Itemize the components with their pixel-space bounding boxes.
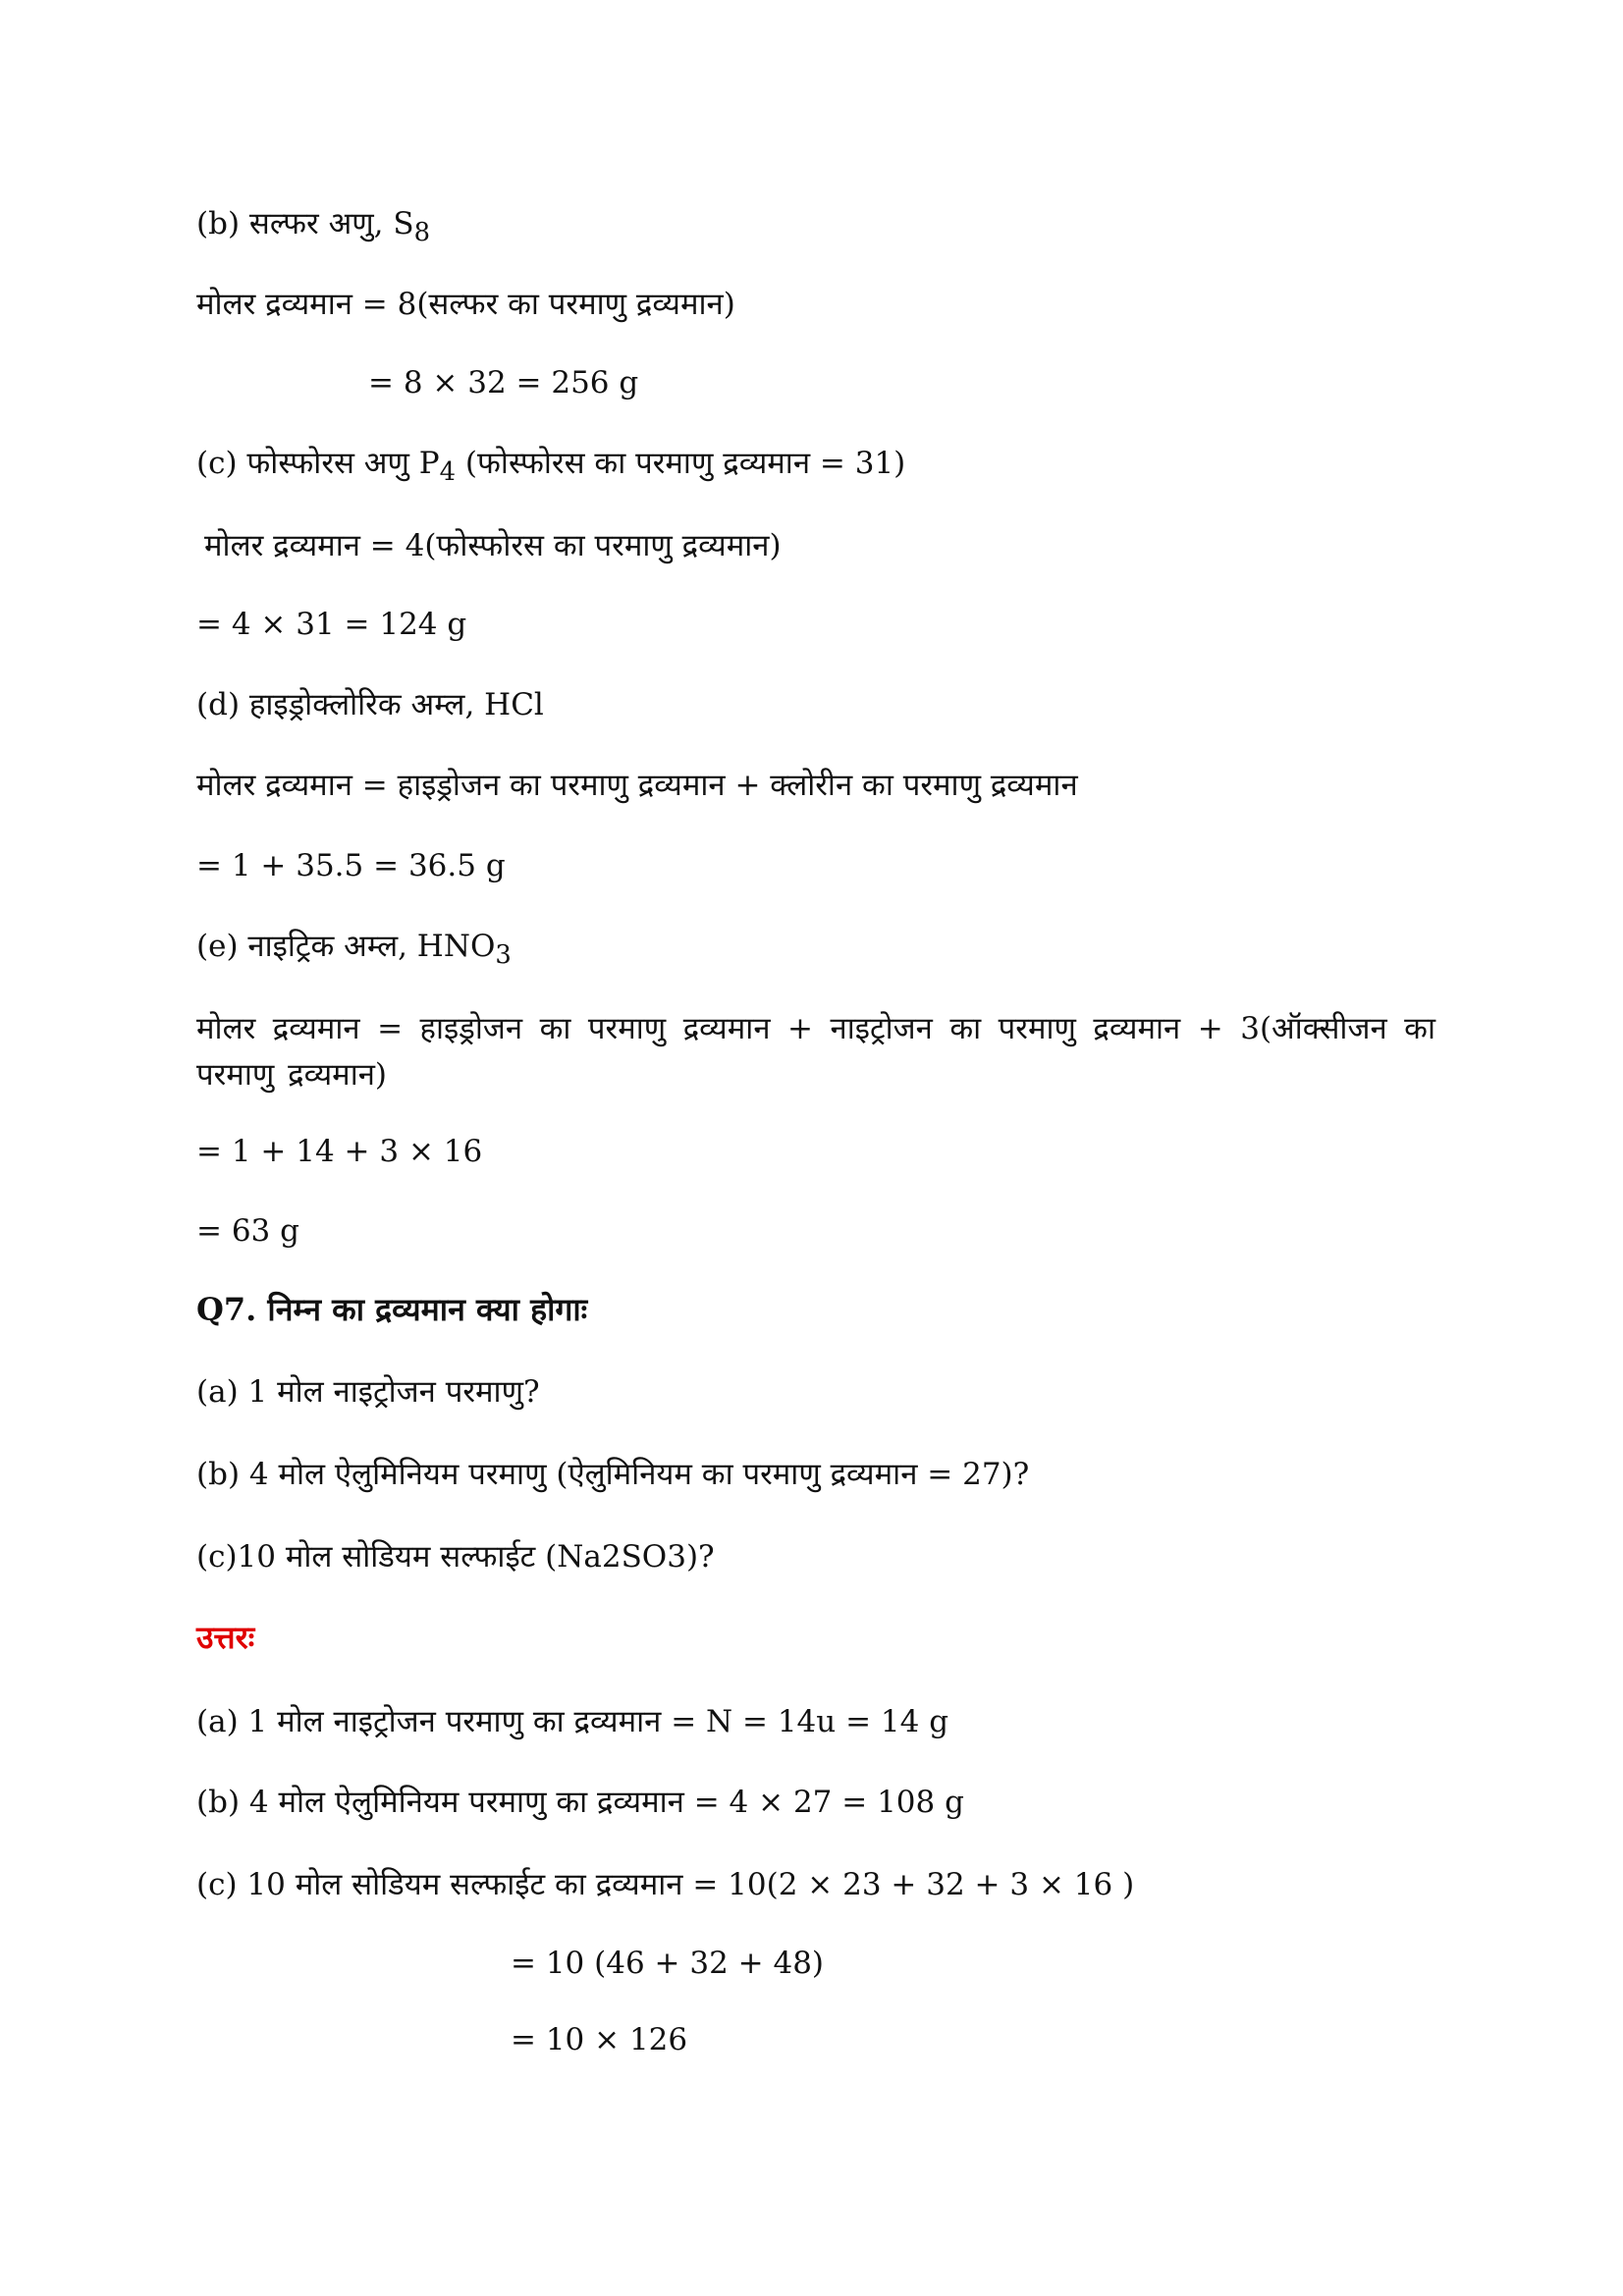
- hcl-molar-mass-formula: मोलर द्रव्यमान = हाइड्रोजन का परमाणु द्रव्यमान + क्लोरीन का परमाणु द्रव्यमान: [196, 768, 1078, 803]
- sulfur-subscript: 8: [413, 218, 431, 248]
- nitric-acid-calculation: = 1 + 14 + 3 × 16: [196, 1134, 483, 1169]
- question-part-a: (a) 1 मोल नाइट्रोजन परमाणु?: [196, 1374, 540, 1410]
- question-text: निम्न का द्रव्यमान क्या होगाः: [256, 1291, 588, 1328]
- nitric-acid-heading: [196, 927, 512, 975]
- phosphorus-molar-mass-formula: मोलर द्रव्यमान = 4(फोस्फोरस का परमाणु द्रव्यमान): [204, 528, 782, 563]
- question-part-b: (b) 4 मोल ऐलुमिनियम परमाणु (ऐलुमिनियम का परमाणु द्रव्यमान = 27)?: [196, 1457, 1030, 1492]
- phosphorus-molecule-text: (c) फोस्फोरस अणु P: [196, 446, 440, 481]
- nitric-acid-molar-mass-formula: मोलर द्रव्यमान = हाइड्रोजन का परमाणु द्रव्यमान + नाइट्रोजन का परमाणु द्रव्यमान + 3(ऑक्सीजन का परमाणु द्रव्यमान): [196, 1011, 1435, 1093]
- answer-part-c: (c) 10 मोल सोडियम सल्फाईट का द्रव्यमान = 10(2 × 23 + 32 + 3 × 16 ): [196, 1867, 1135, 1902]
- sulfur-molecule-text: (b) सल्फर अणु, S: [196, 206, 414, 241]
- sulfur-molecule-heading: [196, 204, 430, 252]
- question-number: Q7.: [196, 1291, 257, 1328]
- answer-part-b: (b) 4 मोल ऐलुमिनियम परमाणु का द्रव्यमान = 4 × 27 = 108 g: [196, 1785, 964, 1820]
- phosphorus-molecule-heading: [196, 444, 905, 492]
- hcl-molar-mass-result: = 1 + 35.5 = 36.5 g: [196, 848, 506, 883]
- nitric-acid-molar-mass-result: = 63 g: [196, 1213, 299, 1249]
- nitric-acid-text: (e) नाइट्रिक अम्ल, HNO: [196, 929, 496, 964]
- answer-part-c-step-2: = 10 × 126: [511, 2022, 688, 2057]
- hcl-heading: (d) हाइड्रोक्लोरिक अम्ल, HCl: [196, 687, 544, 722]
- phosphorus-molar-mass-result: = 4 × 31 = 124 g: [196, 607, 467, 642]
- sulfur-molar-mass-result: = 8 × 32 = 256 g: [368, 365, 639, 400]
- question-part-c: (c)10 मोल सोडियम सल्फाईट (Na2SO3)?: [196, 1539, 715, 1575]
- sulfur-molar-mass-formula: मोलर द्रव्यमान = 8(सल्फर का परमाणु द्रव्यमान): [196, 287, 735, 322]
- answer-label: उत्तरः: [196, 1619, 255, 1656]
- answer-part-c-step-1: = 10 (46 + 32 + 48): [511, 1946, 825, 1981]
- answer-part-a: (a) 1 मोल नाइट्रोजन परमाणु का द्रव्यमान = N = 14u = 14 g: [196, 1704, 949, 1739]
- phosphorus-subscript: 4: [439, 457, 457, 488]
- nitric-acid-subscript: 3: [495, 940, 512, 971]
- question-7-heading: [196, 1290, 587, 1329]
- phosphorus-atomic-mass-note: (फोस्फोरस का परमाणु द्रव्यमान = 31): [456, 446, 906, 481]
